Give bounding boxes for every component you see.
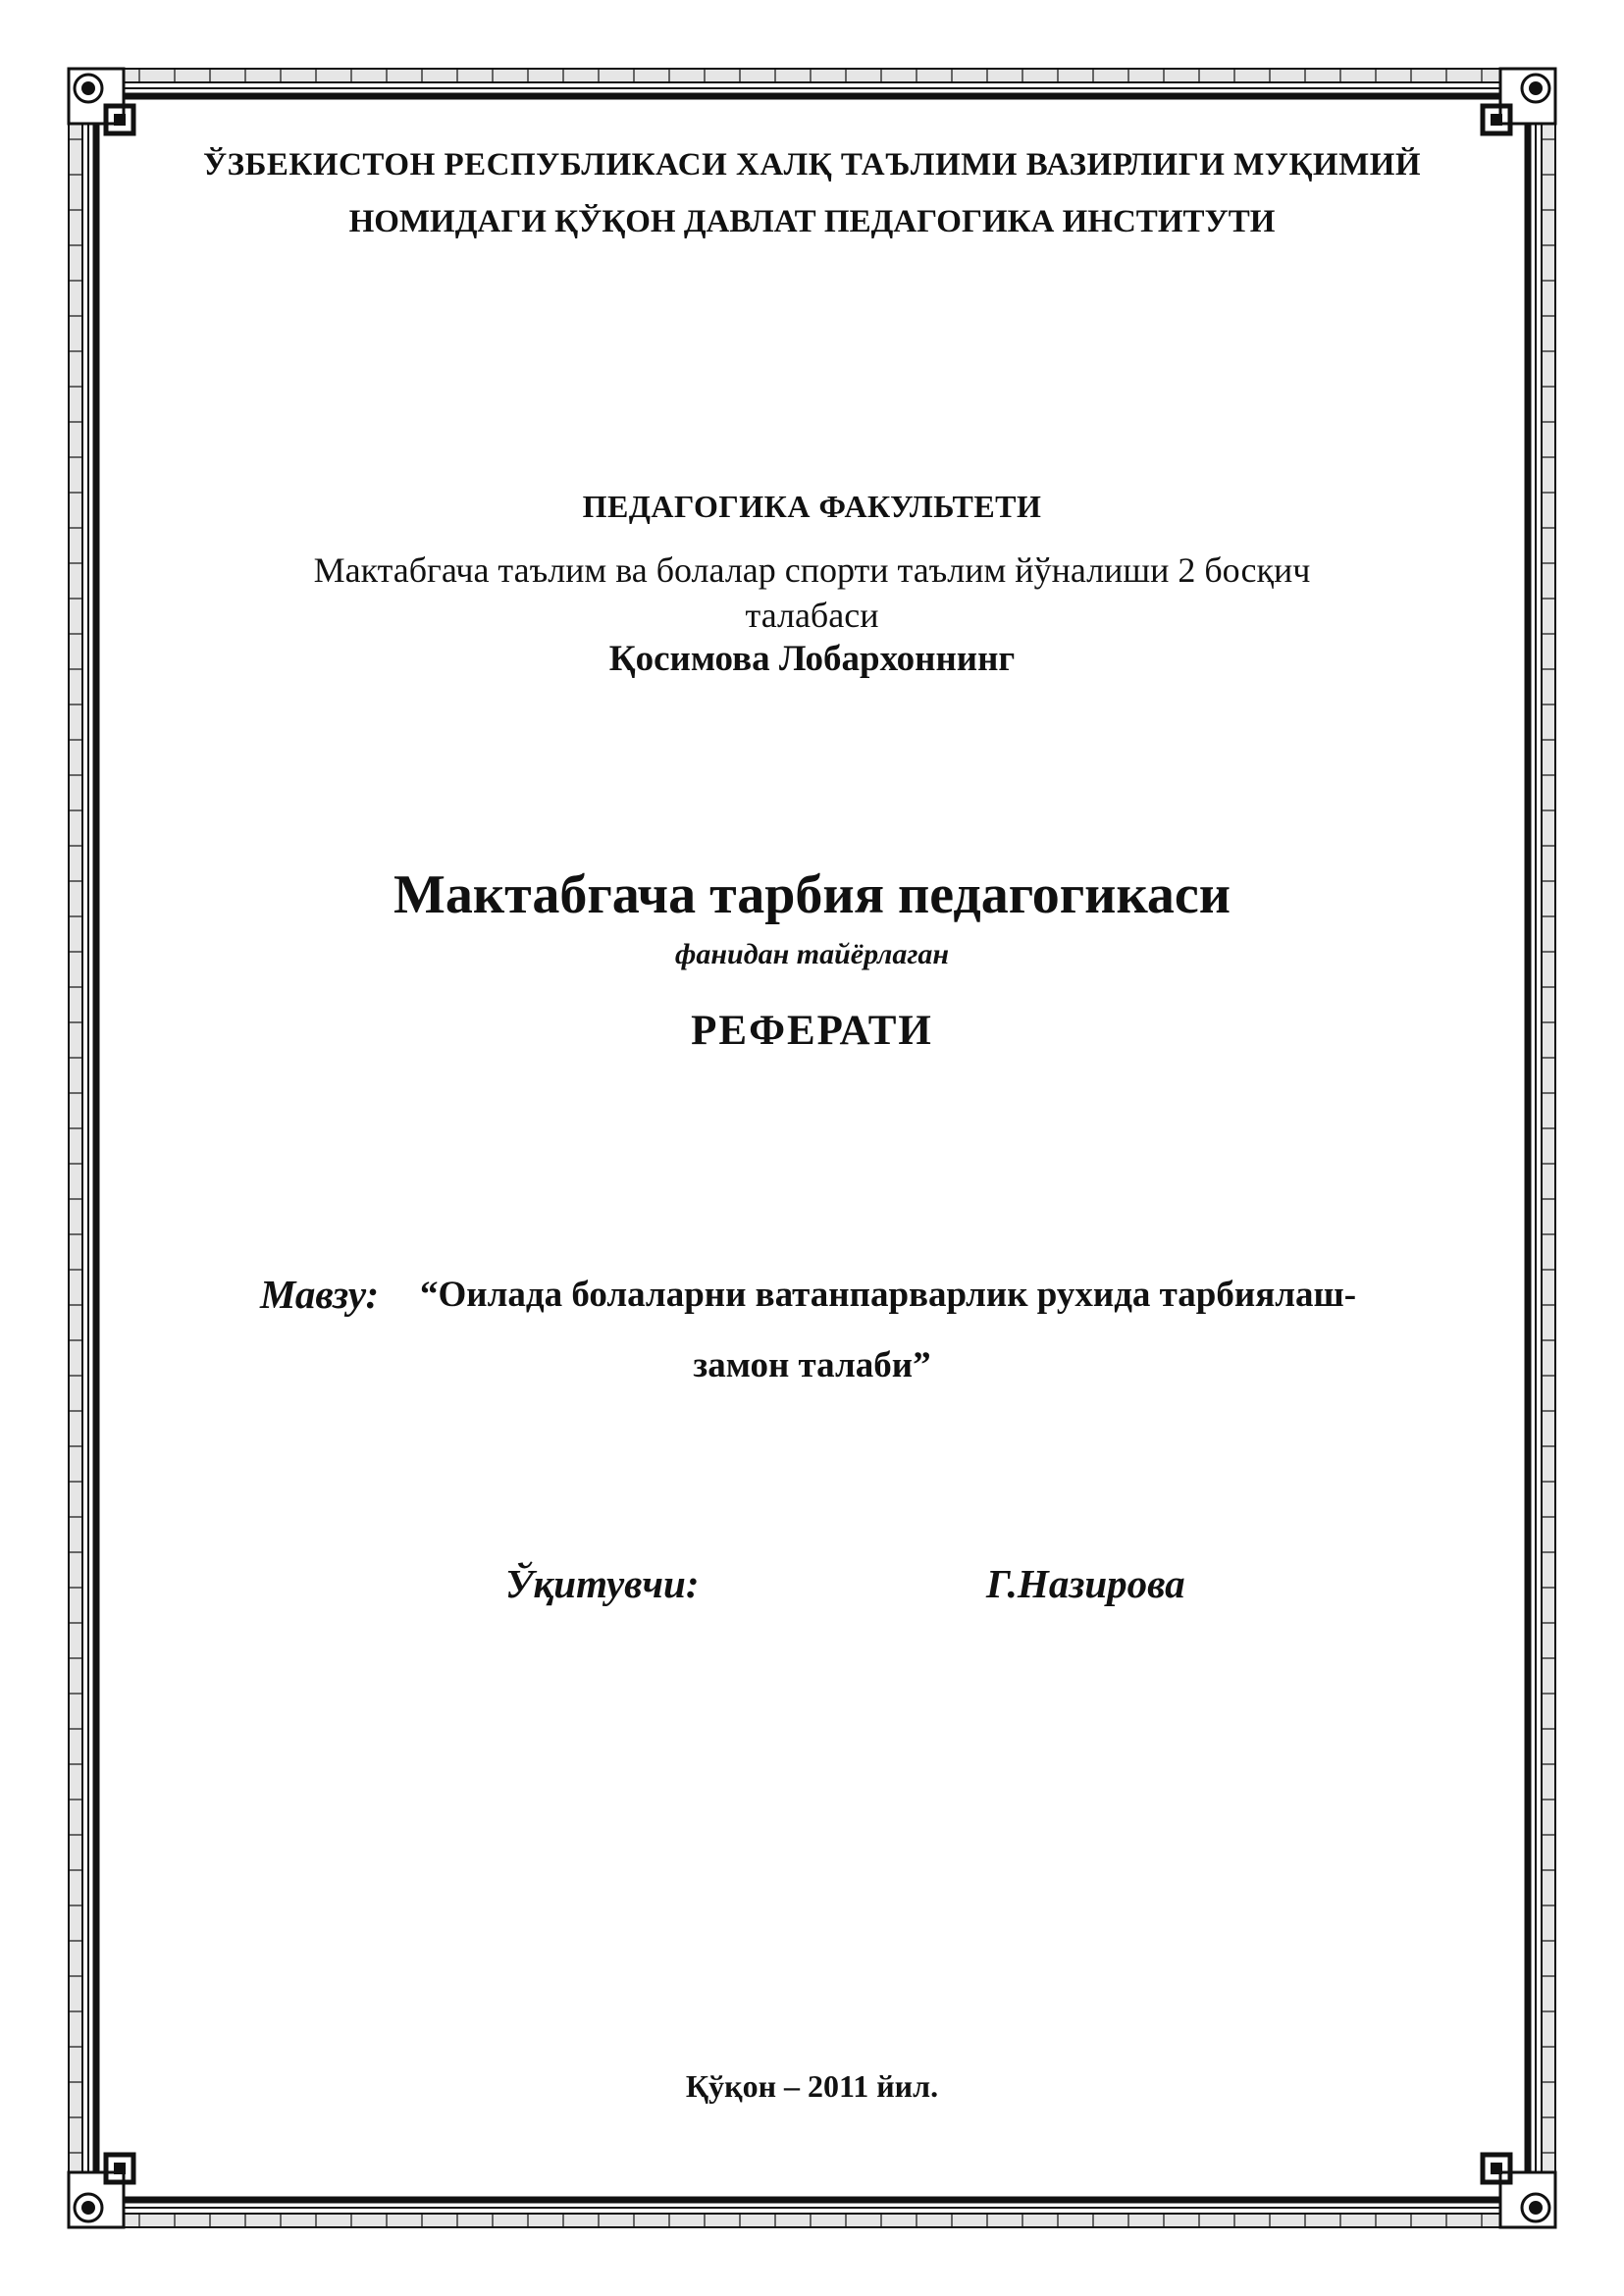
border-thick-frame: [96, 96, 1528, 2200]
border-band-right: [1542, 69, 1555, 2227]
city-and-year: Қўқон – 2011 йил.: [685, 2068, 939, 2104]
topic-text-line-2: замон талаби”: [693, 1345, 931, 1385]
document-type: РЕФЕРАТИ: [691, 1008, 933, 1054]
faculty-name: ПЕДАГОГИКА ФАКУЛЬТЕТИ: [582, 489, 1042, 524]
corner-ornament: [1529, 2201, 1543, 2215]
subject-subtitle: фанидан тайёрлаган: [674, 938, 950, 970]
topic-label: Мавзу:: [260, 1272, 380, 1317]
corner-ornament: [81, 2201, 95, 2215]
student-name: Қосимова Лобархоннинг: [608, 639, 1016, 679]
teacher-name: Г.Назирова: [986, 1561, 1185, 1606]
border-band-bottom: [69, 2214, 1555, 2227]
study-program-line-2: талабаси: [745, 596, 879, 635]
institution-name-line-1: ЎЗБЕКИСТОН РЕСПУБЛИКАСИ ХАЛҚ ТАЪЛИМИ ВАЗИРЛИГИ МУҚИМИЙ: [202, 147, 1422, 183]
teacher-label: Ўқитувчи:: [505, 1561, 700, 1606]
corner-ornament: [114, 2163, 126, 2174]
institution-name-line-2: НОМИДАГИ ҚЎҚОН ДАВЛАТ ПЕДАГОГИКА ИНСТИТУТИ: [348, 204, 1276, 239]
corner-ornament: [1491, 114, 1502, 126]
study-program-line-1: Мактабгача таълим ва болалар спорти таълим йўналиши 2 босқич: [313, 550, 1311, 590]
subject-title: Мактабгача тарбия педагогикаси: [393, 864, 1231, 925]
border-thin-rule: [88, 88, 1536, 2208]
topic-text-line-1: “Оилада болаларни ватанпарварлик рухида тарбиялаш-: [420, 1275, 1357, 1315]
border-band-top: [69, 69, 1555, 82]
corner-ornament: [1491, 2163, 1502, 2174]
border-band-left: [69, 69, 82, 2227]
corner-ornament: [114, 114, 126, 126]
corner-ornament: [81, 81, 95, 95]
corner-ornament: [1529, 81, 1543, 95]
